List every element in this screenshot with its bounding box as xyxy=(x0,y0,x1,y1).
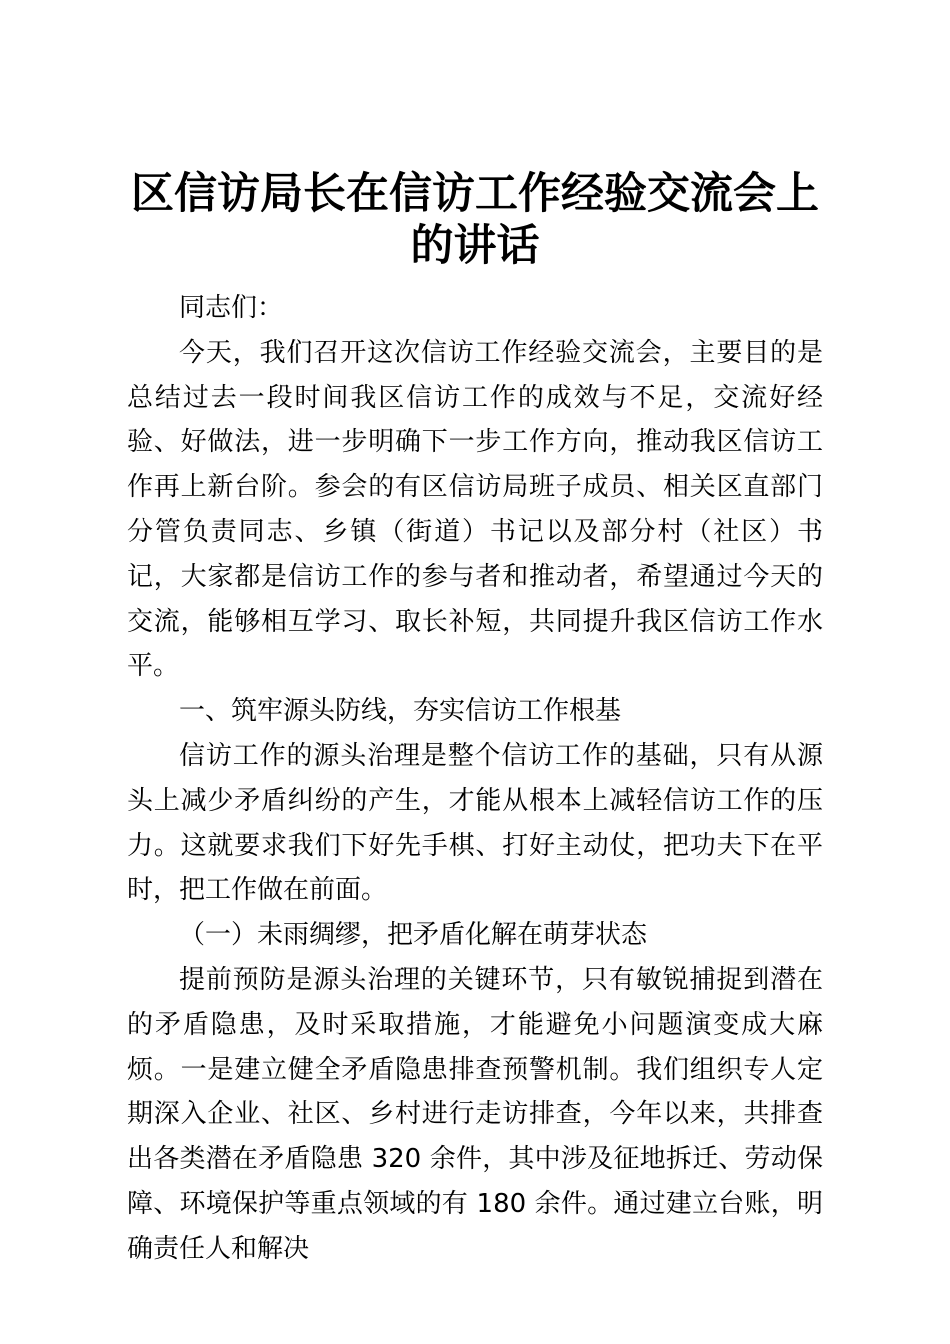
document-body xyxy=(127,168,823,1272)
salutation: 同志们： xyxy=(179,293,284,323)
subsection-1-paragraph: 提前预防是源头治理的关键环节，只有敏锐捕捉到潜在的矛盾隐患，及时采取措施，才能避免小问题演变成大麻烦。一是建立健全矛盾隐患排查预警机制。我们组织专人定期深入企业、社区、乡村进行走访排查，今年以来，共排查出各类潜在矛盾隐患 320 余件，其中涉及征地拆迁、劳动保障、环境保护等重点领域的有 180 余件。通过建立台账，明确责任人和解决 xyxy=(127,964,823,1264)
subsection-heading-1: （一）未雨绸缪，把矛盾化解在萌芽状态 xyxy=(179,920,648,951)
section-heading-1: 一、筑牢源头防线，夯实信访工作根基 xyxy=(179,696,622,727)
section-1-paragraph: 信访工作的源头治理是整个信访工作的基础，只有从源头上减少矛盾纠纷的产生，才能从根本上减轻信访工作的压力。这就要求我们下好先手棋、打好主动仗，把功夫下在平时，把工作做在前面。 xyxy=(127,740,823,906)
document-title: 区信访局长在信访工作经验交流会上的讲话 xyxy=(131,169,819,271)
intro-paragraph: 今天，我们召开这次信访工作经验交流会，主要目的是总结过去一段时间我区信访工作的成效与不足，交流好经验、好做法，进一步明确下一步工作方向，推动我区信访工作再上新台阶。参会的有区信访局班子成员、相关区直部门分管负责同志、乡镇（街道）书记以及部分村（社区）书记，大家都是信访工作的参与者和推动者，希望通过今天的交流，能够相互学习、取长补短，共同提升我区信访工作水平。 xyxy=(127,337,823,682)
